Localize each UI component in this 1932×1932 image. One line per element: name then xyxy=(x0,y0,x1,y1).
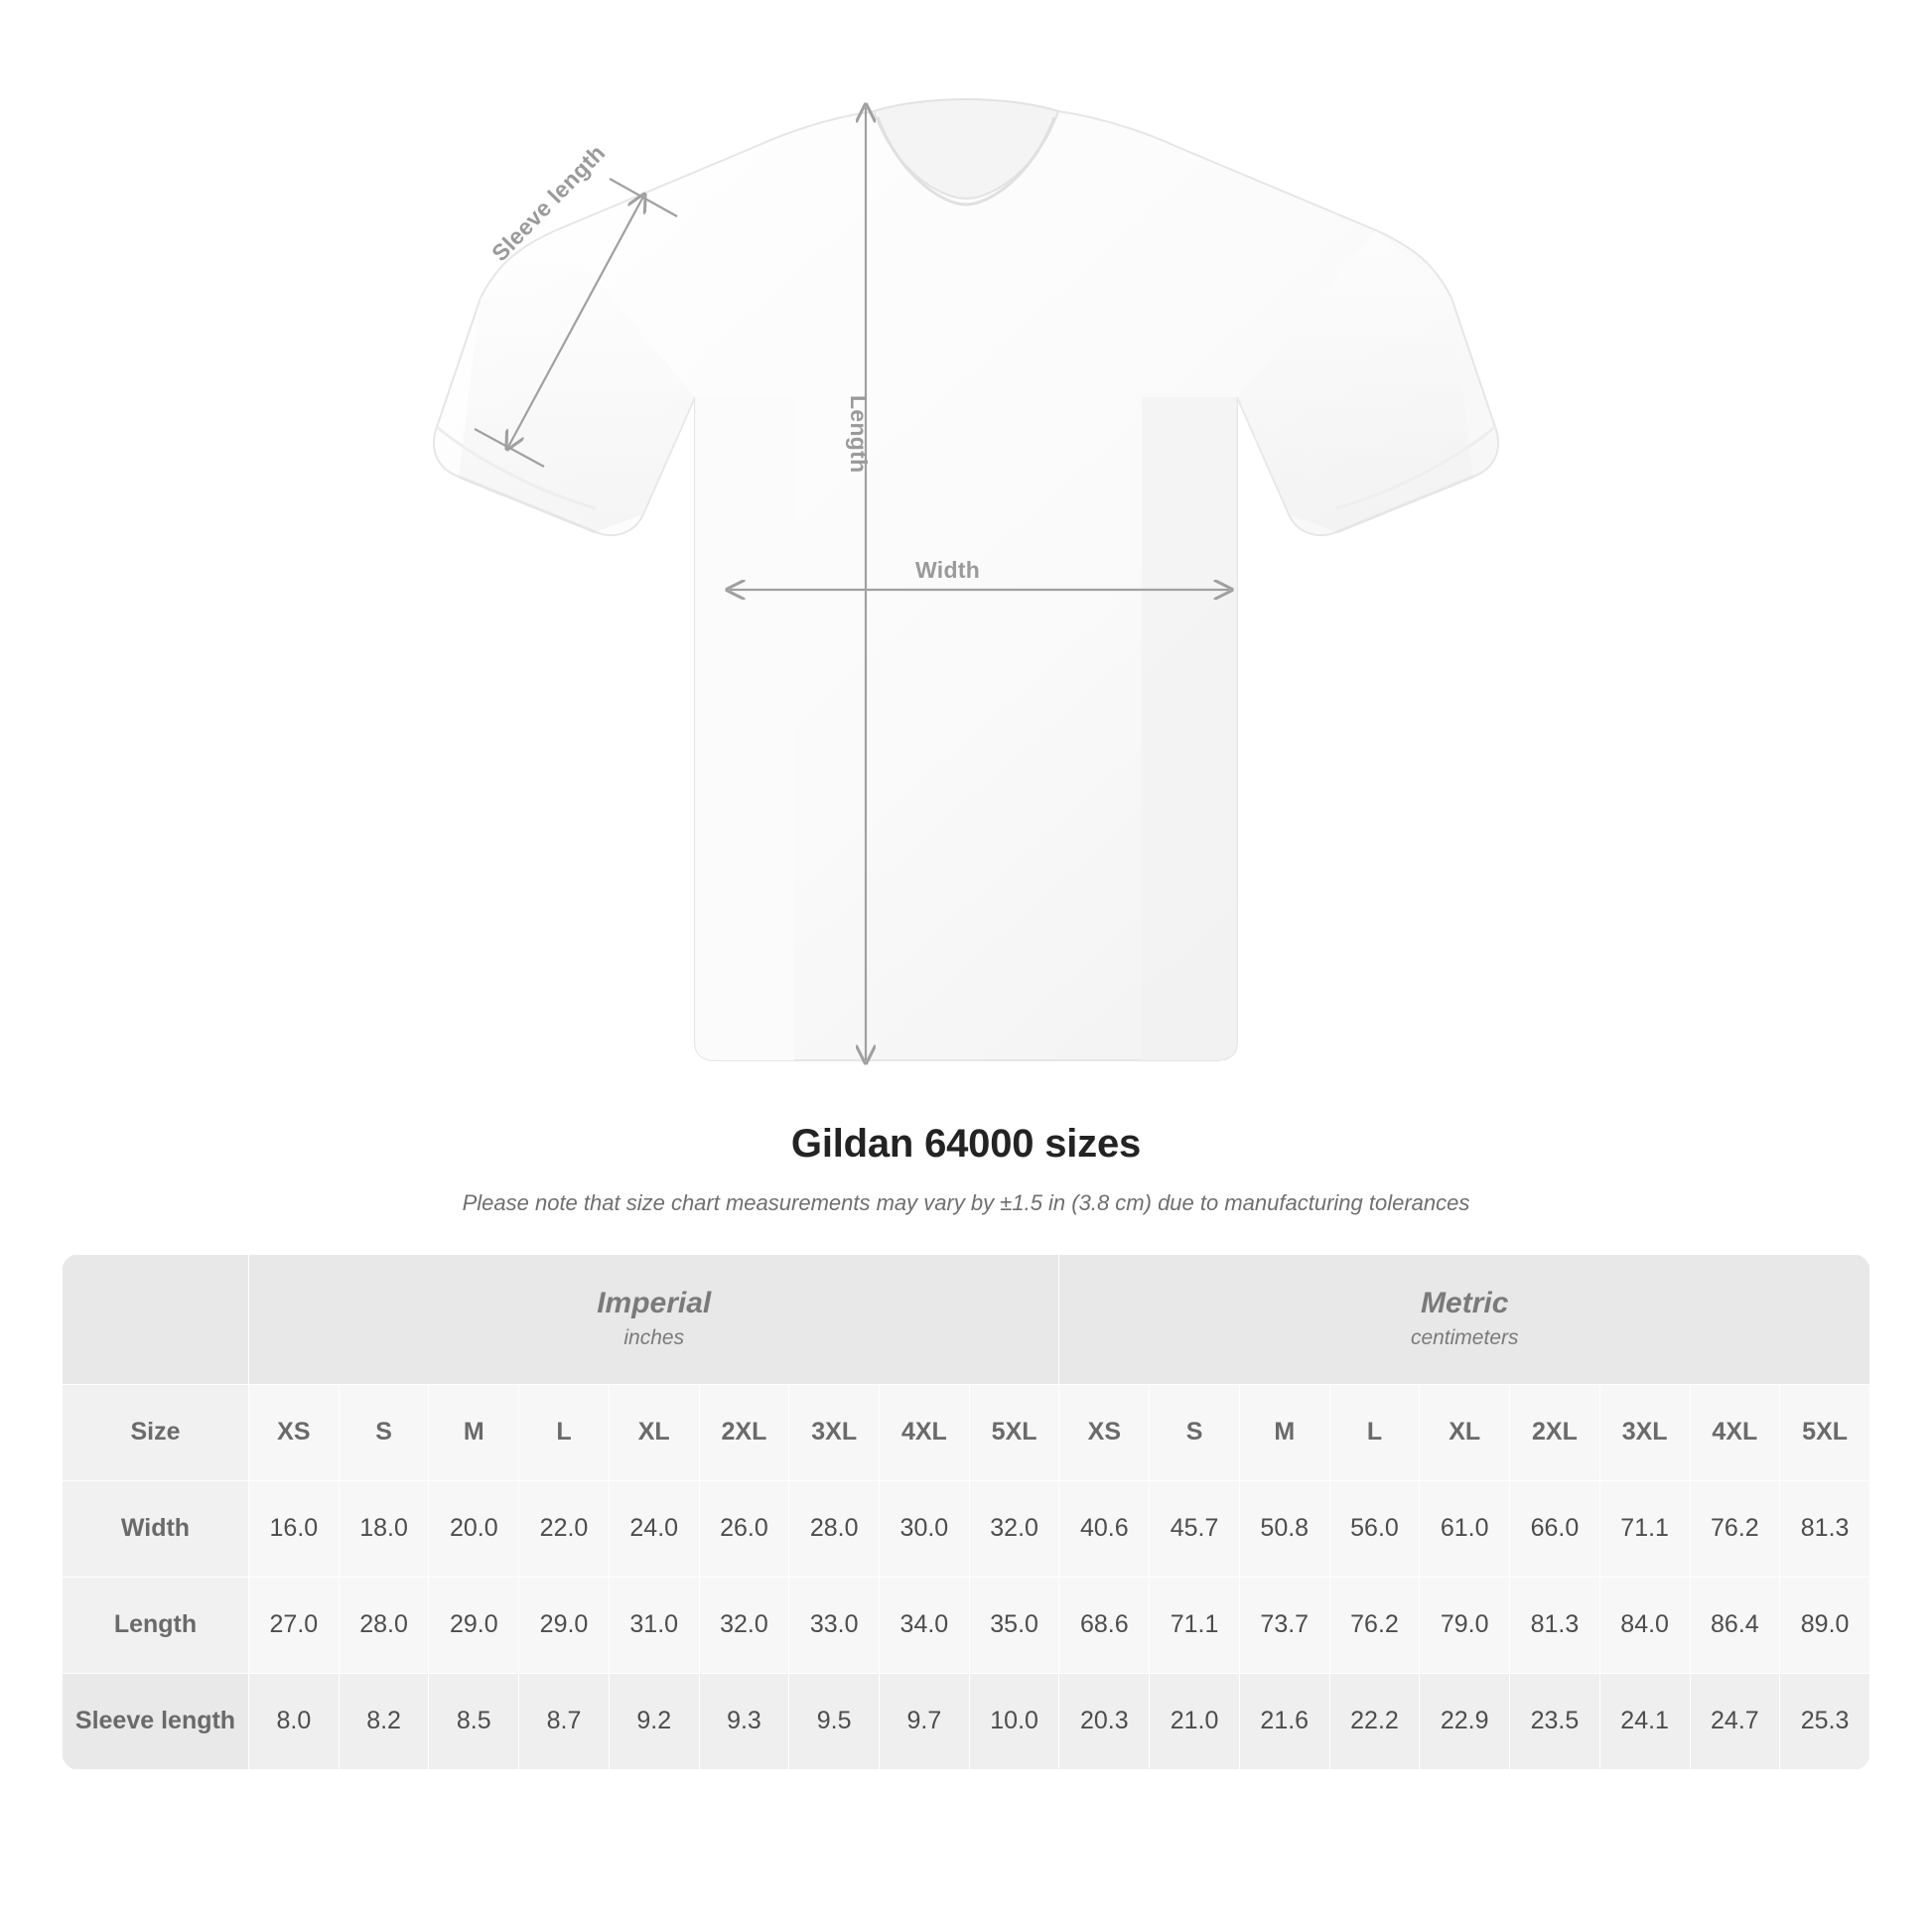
metric-name: Metric xyxy=(1421,1287,1509,1319)
table-row xyxy=(63,1673,1870,1769)
cell-width: 61.0 xyxy=(1420,1480,1510,1577)
row-label-sleeve-length: Sleeve length xyxy=(63,1673,249,1769)
tolerance-note: Please note that size chart measurements may vary by ±1.5 in (3.8 cm) due to manufacturing tolerances xyxy=(462,1190,1470,1215)
size-header-row xyxy=(63,1384,1870,1480)
cell-length: 27.0 xyxy=(249,1577,340,1673)
cell-width: 28.0 xyxy=(789,1480,880,1577)
size-header-cell: XS xyxy=(249,1384,340,1480)
cell-sleeve-length: 22.9 xyxy=(1420,1673,1510,1769)
cell-width: 20.0 xyxy=(429,1480,519,1577)
cell-sleeve-length: 24.7 xyxy=(1690,1673,1780,1769)
cell-sleeve-length: 20.3 xyxy=(1059,1673,1150,1769)
cell-length: 35.0 xyxy=(969,1577,1059,1673)
size-header-cell: M xyxy=(1239,1384,1329,1480)
cell-width: 24.0 xyxy=(609,1480,699,1577)
cell-width: 81.3 xyxy=(1780,1480,1870,1577)
cell-sleeve-length: 8.2 xyxy=(339,1673,429,1769)
size-header-cell: L xyxy=(519,1384,610,1480)
cell-length: 76.2 xyxy=(1329,1577,1420,1673)
cell-sleeve-length: 9.7 xyxy=(880,1673,970,1769)
cell-width: 76.2 xyxy=(1690,1480,1780,1577)
cell-width: 32.0 xyxy=(969,1480,1059,1577)
unit-header-row xyxy=(63,1255,1870,1385)
cell-length: 28.0 xyxy=(339,1577,429,1673)
length-dimension-label: Length xyxy=(846,395,872,474)
cell-length: 86.4 xyxy=(1690,1577,1780,1673)
cell-width: 16.0 xyxy=(249,1480,340,1577)
cell-width: 26.0 xyxy=(699,1480,789,1577)
cell-sleeve-length: 9.3 xyxy=(699,1673,789,1769)
cell-length: 31.0 xyxy=(609,1577,699,1673)
size-header-cell: 2XL xyxy=(699,1384,789,1480)
title-block xyxy=(0,1122,1932,1216)
unit-header-metric xyxy=(1059,1255,1870,1385)
cell-sleeve-length: 8.5 xyxy=(429,1673,519,1769)
cell-length: 73.7 xyxy=(1239,1577,1329,1673)
size-header-cell: 4XL xyxy=(880,1384,970,1480)
size-header-cell: XL xyxy=(1420,1384,1510,1480)
cell-length: 71.1 xyxy=(1150,1577,1240,1673)
unit-header-imperial xyxy=(249,1255,1059,1385)
cell-length: 81.3 xyxy=(1510,1577,1600,1673)
cell-width: 50.8 xyxy=(1239,1480,1329,1577)
cell-width: 71.1 xyxy=(1599,1480,1690,1577)
cell-sleeve-length: 21.0 xyxy=(1150,1673,1240,1769)
size-table xyxy=(62,1254,1870,1770)
cell-sleeve-length: 9.5 xyxy=(789,1673,880,1769)
cell-length: 79.0 xyxy=(1420,1577,1510,1673)
cell-width: 40.6 xyxy=(1059,1480,1150,1577)
size-table-container xyxy=(62,1254,1870,1770)
cell-sleeve-length: 10.0 xyxy=(969,1673,1059,1769)
cell-width: 30.0 xyxy=(880,1480,970,1577)
cell-width: 66.0 xyxy=(1510,1480,1600,1577)
imperial-name: Imperial xyxy=(597,1287,712,1319)
cell-sleeve-length: 8.7 xyxy=(519,1673,610,1769)
size-header-cell: 5XL xyxy=(969,1384,1059,1480)
sleeve-length-dimension-label: Sleeve length xyxy=(486,139,611,267)
row-label-width: Width xyxy=(63,1480,249,1577)
metric-sub: centimeters xyxy=(1410,1325,1519,1349)
cell-sleeve-length: 9.2 xyxy=(609,1673,699,1769)
cell-length: 68.6 xyxy=(1059,1577,1150,1673)
size-header-cell: 5XL xyxy=(1780,1384,1870,1480)
cell-length: 29.0 xyxy=(429,1577,519,1673)
size-header-cell: S xyxy=(1150,1384,1240,1480)
cell-width: 56.0 xyxy=(1329,1480,1420,1577)
size-header-cell: 3XL xyxy=(1599,1384,1690,1480)
table-row xyxy=(63,1577,1870,1673)
unit-header-corner xyxy=(63,1255,249,1385)
cell-sleeve-length: 8.0 xyxy=(249,1673,340,1769)
size-header-cell: XS xyxy=(1059,1384,1150,1480)
size-header-cell: S xyxy=(339,1384,429,1480)
cell-sleeve-length: 21.6 xyxy=(1239,1673,1329,1769)
imperial-sub: inches xyxy=(623,1325,685,1349)
size-corner-label: Size xyxy=(63,1384,249,1480)
cell-sleeve-length: 23.5 xyxy=(1510,1673,1600,1769)
cell-sleeve-length: 25.3 xyxy=(1780,1673,1870,1769)
cell-length: 34.0 xyxy=(880,1577,970,1673)
cell-width: 18.0 xyxy=(339,1480,429,1577)
row-label-length: Length xyxy=(63,1577,249,1673)
size-header-cell: XL xyxy=(609,1384,699,1480)
cell-width: 22.0 xyxy=(519,1480,610,1577)
table-row xyxy=(63,1480,1870,1577)
size-header-cell: 2XL xyxy=(1510,1384,1600,1480)
size-header-cell: 4XL xyxy=(1690,1384,1780,1480)
page-title: Gildan 64000 sizes xyxy=(790,1122,1142,1166)
cell-sleeve-length: 22.2 xyxy=(1329,1673,1420,1769)
cell-sleeve-length: 24.1 xyxy=(1599,1673,1690,1769)
cell-width: 45.7 xyxy=(1150,1480,1240,1577)
size-header-cell: M xyxy=(429,1384,519,1480)
cell-length: 84.0 xyxy=(1599,1577,1690,1673)
cell-length: 32.0 xyxy=(699,1577,789,1673)
cell-length: 33.0 xyxy=(789,1577,880,1673)
width-dimension-label: Width xyxy=(915,557,981,583)
cell-length: 29.0 xyxy=(519,1577,610,1673)
size-header-cell: 3XL xyxy=(789,1384,880,1480)
cell-length: 89.0 xyxy=(1780,1577,1870,1673)
size-header-cell: L xyxy=(1329,1384,1420,1480)
